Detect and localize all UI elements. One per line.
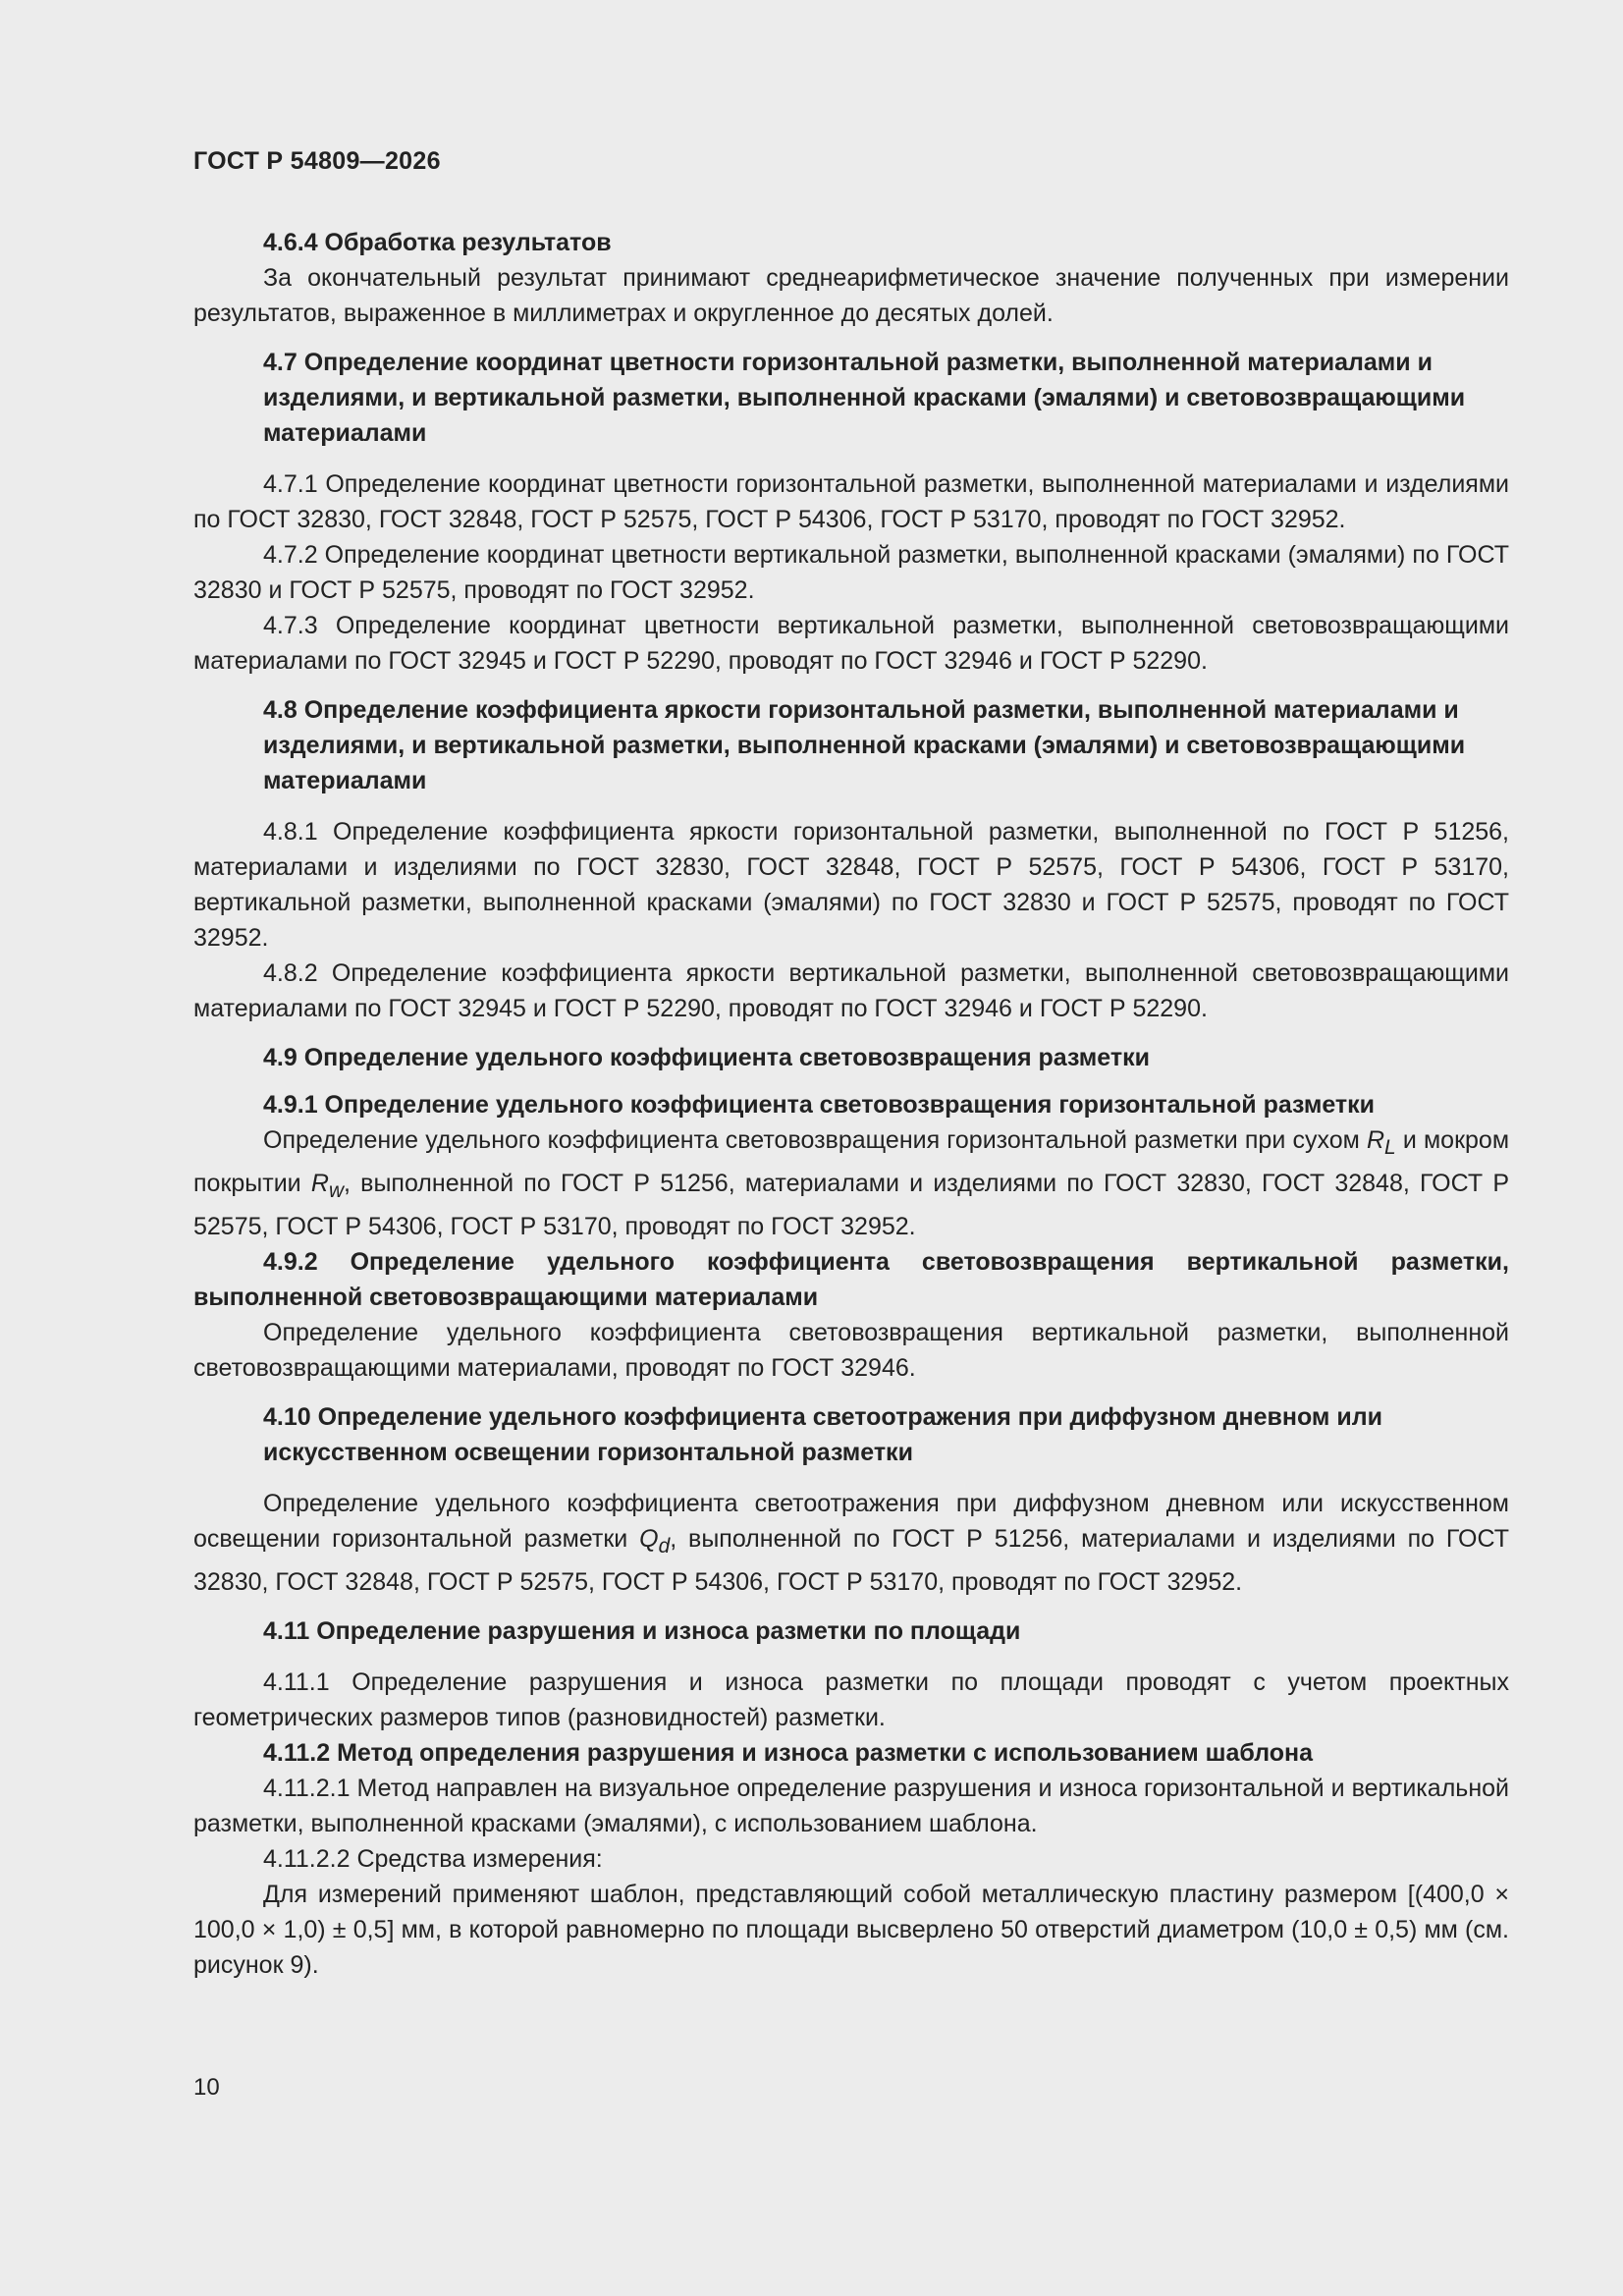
paragraph-4-9-1-part-b: и мокром покрытии: [193, 1126, 1510, 1197]
paragraph-4-6-4: За окончательный результат принимают среднеарифметическое значение полученных при измерении результатов, выраженное в миллиметрах и округленное до десятых долей.: [193, 264, 1509, 327]
paragraph-4-7-3: 4.7.3 Определение координат цветности вертикальной разметки, выполненной световозвращающими материалами по ГОСТ 32945 и ГОСТ Р 52290, проводят по ГОСТ 32946 и ГОСТ Р 52290.: [193, 612, 1509, 675]
symbol-r-w-base: R: [310, 1170, 329, 1197]
document-page: [193, 0, 1509, 2296]
heading-4-9-1: 4.9.1 Определение удельного коэффициента световозвращения горизонтальной разметки: [263, 1091, 1376, 1119]
paragraph-4-10-part-b: , выполненной по ГОСТ Р 51256, материалами и изделиями по ГОСТ 32830, ГОСТ 32848, ГОСТ Р 52575, ГОСТ Р 54306, ГОСТ Р 53170, проводят по ГОСТ 32952.: [193, 1525, 1509, 1596]
symbol-r-l-base: R: [1366, 1126, 1385, 1154]
heading-4-11-2: 4.11.2 Метод определения разрушения и износа разметки с использованием шаблона: [263, 1739, 1314, 1767]
heading-4-9: 4.9 Определение удельного коэффициента световозвращения разметки: [263, 1044, 1150, 1071]
heading-4-11: 4.11 Определение разрушения и износа разметки по площади: [263, 1617, 1021, 1645]
symbol-r-l: [1366, 1126, 1396, 1159]
paragraph-4-11-2-1: 4.11.2.1 Метод направлен на визуальное определение разрушения и износа горизонтальной и вертикальной разметки, выполненной красками (эмалями), с использованием шаблона.: [193, 1775, 1509, 1837]
document-body: [193, 225, 1509, 1983]
paragraph-4-9-1-part-c: , выполненной по ГОСТ Р 51256, материалами и изделиями по ГОСТ 32830, ГОСТ 32848, ГОСТ Р 52575, ГОСТ Р 54306, ГОСТ Р 53170, проводят по ГОСТ 32952.: [193, 1170, 1510, 1240]
heading-4-6-4: 4.6.4 Обработка результатов: [263, 229, 612, 256]
paragraph-4-10: [193, 1486, 1509, 1600]
paragraph-4-10-part-a: Определение удельного коэффициента светоотражения при диффузном дневном или искусственном освещении горизонтальной разметки: [193, 1490, 1509, 1553]
symbol-r-w-subscript: w: [328, 1179, 344, 1202]
page-number: 10: [193, 2074, 220, 2101]
symbol-r-w: [310, 1170, 344, 1202]
heading-4-9-2: 4.9.2 Определение удельного коэффициента световозвращения вертикальной разметки, выполненной световозвращающими материалами: [193, 1248, 1509, 1311]
symbol-r-l-subscript: L: [1384, 1136, 1396, 1159]
paragraph-4-11-1: 4.11.1 Определение разрушения и износа разметки по площади проводят с учетом проектных геометрических размеров типов (разновидностей) разметки.: [193, 1668, 1509, 1731]
paragraph-4-8-1: 4.8.1 Определение коэффициента яркости горизонтальной разметки, выполненной по ГОСТ Р 51256, материалами и изделиями по ГОСТ 32830, ГОСТ 32848, ГОСТ Р 52575, ГОСТ Р 54306, ГОСТ Р 53170, вертикальной разметки, выполненной красками (эмалями) по ГОСТ 32830 и ГОСТ Р 52575, проводят по ГОСТ 32952.: [193, 818, 1509, 952]
heading-4-8: 4.8 Определение коэффициента яркости горизонтальной разметки, выполненной материалами и изделиями, и вертикальной разметки, выполненной красками (эмалями) и световозвращающими материалами: [263, 696, 1466, 794]
heading-4-7: 4.7 Определение координат цветности горизонтальной разметки, выполненной материалами и изделиями, и вертикальной разметки, выполненной красками (эмалями) и световозвращающими материалами: [263, 349, 1466, 447]
paragraph-4-9-1: [193, 1122, 1509, 1244]
symbol-q-d: [639, 1525, 671, 1558]
paragraph-4-11-2-2: 4.11.2.2 Средства измерения:: [263, 1845, 603, 1873]
heading-4-10: 4.10 Определение удельного коэффициента светоотражения при диффузном дневном или искусственном освещении горизонтальной разметки: [263, 1403, 1382, 1466]
paragraph-template-description: Для измерений применяют шаблон, представляющий собой металлическую пластину размером [(400,0 × 100,0 × 1,0) ± 0,5] мм, в которой равномерно по площади высверлено 50 отверстий диаметром (10,0 ± 0,5) мм (см. рисунок 9).: [193, 1881, 1509, 1979]
paragraph-4-7-2: 4.7.2 Определение координат цветности вертикальной разметки, выполненной красками (эмалями) по ГОСТ 32830 и ГОСТ Р 52575, проводят по ГОСТ 32952.: [193, 541, 1509, 604]
paragraph-4-9-2: Определение удельного коэффициента световозвращения вертикальной разметки, выполненной световозвращающими материалами, проводят по ГОСТ 32946.: [193, 1319, 1509, 1382]
document-code: ГОСТ Р 54809—2026: [193, 147, 441, 175]
symbol-q-d-subscript: d: [658, 1535, 671, 1558]
paragraph-4-8-2: 4.8.2 Определение коэффициента яркости вертикальной разметки, выполненной световозвращающими материалами по ГОСТ 32945 и ГОСТ Р 52290, проводят по ГОСТ 32946 и ГОСТ Р 52290.: [193, 959, 1509, 1022]
paragraph-4-7-1: 4.7.1 Определение координат цветности горизонтальной разметки, выполненной материалами и изделиями по ГОСТ 32830, ГОСТ 32848, ГОСТ Р 52575, ГОСТ Р 54306, ГОСТ Р 53170, проводят по ГОСТ 32952.: [193, 470, 1509, 533]
symbol-q-d-base: Q: [639, 1525, 659, 1553]
paragraph-4-9-1-part-a: Определение удельного коэффициента световозвращения горизонтальной разметки при сухом: [263, 1126, 1367, 1154]
